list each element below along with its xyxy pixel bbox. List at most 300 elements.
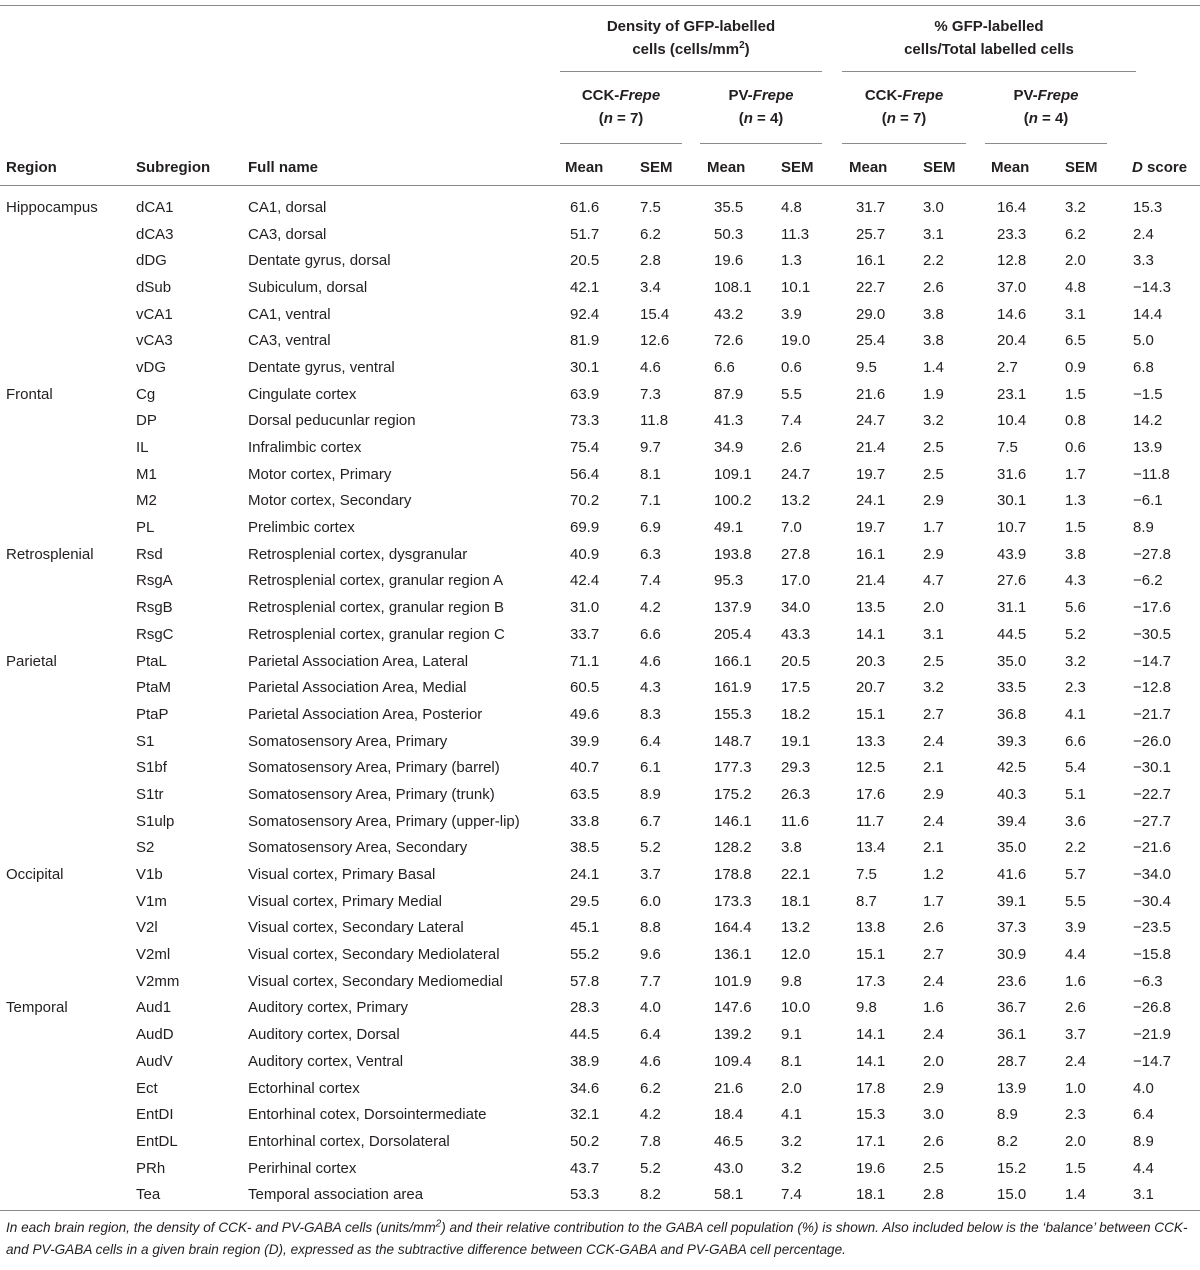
cell-subregion: vDG xyxy=(136,358,166,376)
col-header-sem: SEM xyxy=(1065,159,1098,176)
table-row xyxy=(0,861,1200,888)
cell-cck-percent-mean: 14.1 xyxy=(856,1026,886,1044)
cell-d-score: −27.7 xyxy=(1133,812,1171,830)
cell-cck-percent-mean: 24.1 xyxy=(856,492,886,510)
cell-pv-density-sem: 19.0 xyxy=(781,332,811,350)
cell-cck-density-sem: 15.4 xyxy=(640,305,670,323)
cell-full-name: Auditory cortex, Ventral xyxy=(248,1052,404,1070)
bottom-rule xyxy=(0,1210,1200,1211)
cell-subregion: Tea xyxy=(136,1186,161,1204)
cell-subregion: V1b xyxy=(136,866,163,884)
cell-region xyxy=(0,941,136,968)
cell-cck-percent-mean: 21.4 xyxy=(856,439,886,457)
cell-cck-percent-mean: 21.6 xyxy=(856,385,886,403)
cell-pv-density-mean: 193.8 xyxy=(714,545,752,563)
cell-pv-density-sem: 7.4 xyxy=(781,412,802,430)
cell-pv-density-mean: 136.1 xyxy=(714,946,752,964)
cell-region xyxy=(0,1128,136,1155)
cell-subregion: V2mm xyxy=(136,972,180,990)
cell-subregion: dSub xyxy=(136,278,172,296)
cell-pv-percent-sem: 1.5 xyxy=(1065,1159,1086,1177)
cell-pv-percent-mean: 37.0 xyxy=(997,278,1027,296)
cell-d-score: 8.9 xyxy=(1133,519,1154,537)
cell-cck-density-mean: 63.5 xyxy=(570,785,600,803)
cell-region xyxy=(0,488,136,515)
cell-subregion: AudD xyxy=(136,1026,174,1044)
cell-d-score: −17.6 xyxy=(1133,599,1171,617)
cell-cck-density-sem: 12.6 xyxy=(640,332,670,350)
cell-pv-percent-mean: 8.9 xyxy=(997,1106,1018,1124)
cell-d-score: 14.2 xyxy=(1133,412,1163,430)
cell-subregion: Ect xyxy=(136,1079,158,1097)
cell-pv-percent-sem: 5.1 xyxy=(1065,785,1086,803)
cell-cck-density-sem: 6.1 xyxy=(640,759,661,777)
cell-full-name: Prelimbic cortex xyxy=(248,519,355,537)
cell-cck-percent-mean: 15.1 xyxy=(856,946,886,964)
cell-pv-percent-mean: 27.6 xyxy=(997,572,1027,590)
cell-cck-percent-mean: 17.1 xyxy=(856,1132,886,1150)
cell-region xyxy=(0,728,136,755)
table-row xyxy=(0,781,1200,808)
subheader-cck-density: CCK-Frepe (n = 7) xyxy=(581,87,661,127)
cell-pv-percent-mean: 16.4 xyxy=(997,198,1027,216)
table-row xyxy=(0,1155,1200,1182)
cell-d-score: 5.0 xyxy=(1133,332,1154,350)
cell-cck-density-mean: 40.7 xyxy=(570,759,600,777)
cell-cck-density-mean: 51.7 xyxy=(570,225,600,243)
table-row xyxy=(0,1128,1200,1155)
cell-pv-density-sem: 13.2 xyxy=(781,492,811,510)
cell-pv-percent-sem: 6.5 xyxy=(1065,332,1086,350)
cell-cck-percent-sem: 1.7 xyxy=(923,892,944,910)
cell-cck-percent-sem: 3.2 xyxy=(923,679,944,697)
cell-pv-percent-mean: 30.9 xyxy=(997,946,1027,964)
cell-subregion: EntDI xyxy=(136,1106,174,1124)
cck-percent-rule xyxy=(842,143,966,144)
cell-cck-percent-sem: 2.7 xyxy=(923,946,944,964)
cell-region xyxy=(0,1048,136,1075)
cell-subregion: IL xyxy=(136,439,149,457)
table-row xyxy=(0,968,1200,995)
cell-region xyxy=(0,835,136,862)
cell-cck-density-sem: 7.4 xyxy=(640,572,661,590)
cell-d-score: −22.7 xyxy=(1133,785,1171,803)
cell-cck-density-sem: 9.7 xyxy=(640,439,661,457)
cell-cck-percent-mean: 20.7 xyxy=(856,679,886,697)
cell-full-name: Somatosensory Area, Secondary xyxy=(248,839,468,857)
col-header-sem: SEM xyxy=(640,159,673,176)
cell-cck-density-mean: 38.5 xyxy=(570,839,600,857)
cell-pv-percent-sem: 1.5 xyxy=(1065,519,1086,537)
cell-subregion: AudV xyxy=(136,1052,173,1070)
cell-subregion: S2 xyxy=(136,839,155,857)
cell-pv-density-mean: 155.3 xyxy=(714,705,752,723)
cell-cck-percent-sem: 2.4 xyxy=(923,972,944,990)
cell-cck-percent-mean: 20.3 xyxy=(856,652,886,670)
cell-cck-density-sem: 6.2 xyxy=(640,225,661,243)
table-row xyxy=(0,915,1200,942)
cell-subregion: M1 xyxy=(136,465,157,483)
cell-region xyxy=(0,1101,136,1128)
cell-d-score: 3.3 xyxy=(1133,252,1154,270)
cell-d-score: 6.8 xyxy=(1133,358,1154,376)
cell-cck-density-mean: 34.6 xyxy=(570,1079,600,1097)
cell-subregion: PtaM xyxy=(136,679,172,697)
cell-cck-percent-sem: 2.5 xyxy=(923,1159,944,1177)
cell-cck-density-sem: 7.8 xyxy=(640,1132,661,1150)
cell-region xyxy=(0,808,136,835)
cell-subregion: S1ulp xyxy=(136,812,175,830)
cell-pv-percent-mean: 2.7 xyxy=(997,358,1018,376)
cell-cck-percent-mean: 13.4 xyxy=(856,839,886,857)
cell-cck-percent-sem: 2.5 xyxy=(923,465,944,483)
cell-pv-density-mean: 101.9 xyxy=(714,972,752,990)
cell-subregion: vCA3 xyxy=(136,332,173,350)
cell-cck-percent-sem: 2.8 xyxy=(923,1186,944,1204)
cell-cck-percent-sem: 2.7 xyxy=(923,705,944,723)
cell-d-score: 4.4 xyxy=(1133,1159,1154,1177)
table-row xyxy=(0,701,1200,728)
cell-cck-percent-mean: 31.7 xyxy=(856,198,886,216)
cell-pv-percent-sem: 0.6 xyxy=(1065,439,1086,457)
cell-pv-percent-sem: 2.4 xyxy=(1065,1052,1086,1070)
cell-full-name: Entorhinal cotex, Dorsointermediate xyxy=(248,1106,487,1124)
cell-pv-percent-sem: 4.4 xyxy=(1065,946,1086,964)
col-header-mean: Mean xyxy=(991,159,1030,176)
cell-pv-percent-mean: 41.6 xyxy=(997,866,1027,884)
cell-d-score: −26.0 xyxy=(1133,732,1171,750)
cell-pv-percent-sem: 2.0 xyxy=(1065,252,1086,270)
cell-pv-density-sem: 22.1 xyxy=(781,866,811,884)
cell-cck-density-mean: 61.6 xyxy=(570,198,600,216)
cell-region xyxy=(0,247,136,274)
cell-full-name: Ectorhinal cortex xyxy=(248,1079,360,1097)
cell-full-name: Parietal Association Area, Lateral xyxy=(248,652,469,670)
cell-d-score: 4.0 xyxy=(1133,1079,1154,1097)
cell-pv-percent-sem: 3.7 xyxy=(1065,1026,1086,1044)
cell-cck-density-mean: 30.1 xyxy=(570,358,600,376)
cell-cck-percent-mean: 19.6 xyxy=(856,1159,886,1177)
cell-cck-density-sem: 8.1 xyxy=(640,465,661,483)
cell-pv-percent-mean: 40.3 xyxy=(997,785,1027,803)
cell-pv-density-sem: 3.9 xyxy=(781,305,802,323)
cell-pv-percent-sem: 5.2 xyxy=(1065,625,1086,643)
cell-cck-density-sem: 8.9 xyxy=(640,785,661,803)
cell-full-name: Perirhinal cortex xyxy=(248,1159,357,1177)
cell-pv-percent-sem: 2.0 xyxy=(1065,1132,1086,1150)
cell-full-name: Auditory cortex, Primary xyxy=(248,999,409,1017)
cell-region xyxy=(0,568,136,595)
cell-pv-percent-mean: 31.6 xyxy=(997,465,1027,483)
cell-pv-density-sem: 18.2 xyxy=(781,705,811,723)
cell-pv-density-sem: 7.4 xyxy=(781,1186,802,1204)
cell-pv-percent-sem: 2.2 xyxy=(1065,839,1086,857)
cell-region xyxy=(0,888,136,915)
cell-pv-density-sem: 11.6 xyxy=(781,812,810,830)
cell-pv-percent-mean: 39.1 xyxy=(997,892,1027,910)
cell-cck-density-sem: 4.2 xyxy=(640,599,661,617)
cell-cck-percent-mean: 9.8 xyxy=(856,999,877,1017)
cell-pv-density-mean: 137.9 xyxy=(714,599,752,617)
cell-full-name: Visual cortex, Primary Medial xyxy=(248,892,442,910)
cell-pv-percent-sem: 3.2 xyxy=(1065,652,1086,670)
cell-pv-density-mean: 109.1 xyxy=(714,465,752,483)
cell-subregion: RsgC xyxy=(136,625,174,643)
cell-region xyxy=(0,1075,136,1102)
cell-pv-density-mean: 34.9 xyxy=(714,439,744,457)
cell-pv-density-mean: 87.9 xyxy=(714,385,744,403)
cell-pv-percent-sem: 4.3 xyxy=(1065,572,1086,590)
cell-full-name: Auditory cortex, Dorsal xyxy=(248,1026,400,1044)
cell-full-name: Subiculum, dorsal xyxy=(248,278,368,296)
table-row xyxy=(0,541,1200,568)
cell-subregion: Rsd xyxy=(136,545,163,563)
cell-subregion: Cg xyxy=(136,385,156,403)
cell-cck-density-mean: 29.5 xyxy=(570,892,600,910)
cell-pv-density-sem: 18.1 xyxy=(781,892,811,910)
percent-header-line1: % GFP-labelled xyxy=(934,18,1044,35)
cell-subregion: V1m xyxy=(136,892,167,910)
cell-pv-density-mean: 43.2 xyxy=(714,305,744,323)
table-row xyxy=(0,648,1200,675)
cell-region xyxy=(0,1155,136,1182)
cell-cck-percent-sem: 3.1 xyxy=(923,625,944,643)
cell-cck-density-sem: 6.3 xyxy=(640,545,661,563)
cell-cck-density-mean: 50.2 xyxy=(570,1132,600,1150)
cell-region xyxy=(0,408,136,435)
cell-subregion: PL xyxy=(136,519,155,537)
col-header-mean: Mean xyxy=(849,159,888,176)
cell-cck-density-mean: 40.9 xyxy=(570,545,600,563)
cell-pv-density-sem: 3.2 xyxy=(781,1159,802,1177)
cell-cck-percent-mean: 8.7 xyxy=(856,892,877,910)
col-header-mean: Mean xyxy=(565,159,604,176)
table-row xyxy=(0,514,1200,541)
cell-full-name: CA1, dorsal xyxy=(248,198,327,216)
cell-cck-percent-mean: 22.7 xyxy=(856,278,886,296)
col-header-d-score: D score xyxy=(1132,159,1188,176)
cell-cck-density-sem: 8.8 xyxy=(640,919,661,937)
cell-pv-density-sem: 5.5 xyxy=(781,385,802,403)
cell-region xyxy=(0,701,136,728)
cell-cck-density-mean: 39.9 xyxy=(570,732,600,750)
cell-pv-density-mean: 161.9 xyxy=(714,679,752,697)
cell-region xyxy=(0,621,136,648)
cell-pv-density-mean: 6.6 xyxy=(714,358,735,376)
cell-cck-percent-mean: 17.6 xyxy=(856,785,886,803)
cell-d-score: −21.9 xyxy=(1133,1026,1171,1044)
table-row xyxy=(0,354,1200,381)
cell-d-score: 13.9 xyxy=(1133,439,1163,457)
cell-region xyxy=(0,968,136,995)
table-row xyxy=(0,1021,1200,1048)
cell-cck-percent-mean: 17.3 xyxy=(856,972,886,990)
cell-cck-percent-sem: 2.9 xyxy=(923,1079,944,1097)
cell-cck-percent-sem: 2.1 xyxy=(923,839,944,857)
cell-d-score: −23.5 xyxy=(1133,919,1171,937)
table-row xyxy=(0,1181,1200,1208)
cell-pv-percent-sem: 3.8 xyxy=(1065,545,1086,563)
cell-pv-percent-mean: 23.3 xyxy=(997,225,1027,243)
cell-cck-density-mean: 75.4 xyxy=(570,439,600,457)
table-row xyxy=(0,221,1200,248)
cell-cck-density-mean: 20.5 xyxy=(570,252,600,270)
table-row xyxy=(0,941,1200,968)
cell-cck-density-sem: 4.6 xyxy=(640,652,661,670)
table-row xyxy=(0,674,1200,701)
cell-pv-density-mean: 166.1 xyxy=(714,652,752,670)
table-row xyxy=(0,568,1200,595)
table-row xyxy=(0,488,1200,515)
cell-pv-percent-mean: 44.5 xyxy=(997,625,1027,643)
cell-pv-density-sem: 10.1 xyxy=(781,278,811,296)
subheader-pv-density: PV-Frepe (n = 4) xyxy=(728,87,794,127)
cell-cck-density-sem: 2.8 xyxy=(640,252,661,270)
cell-d-score: −27.8 xyxy=(1133,545,1171,563)
cell-cck-percent-sem: 2.5 xyxy=(923,439,944,457)
cell-cck-percent-sem: 1.2 xyxy=(923,866,944,884)
cell-subregion: dDG xyxy=(136,252,167,270)
density-group-rule xyxy=(560,71,822,72)
cell-full-name: Visual cortex, Secondary Lateral xyxy=(248,919,464,937)
cell-pv-percent-mean: 14.6 xyxy=(997,305,1027,323)
cell-cck-density-sem: 6.4 xyxy=(640,1026,661,1044)
cell-pv-density-sem: 20.5 xyxy=(781,652,811,670)
cell-full-name: Retrosplenial cortex, granular region B xyxy=(248,599,504,617)
cell-pv-density-sem: 4.8 xyxy=(781,198,802,216)
cell-full-name: Temporal association area xyxy=(248,1186,424,1204)
cell-cck-percent-sem: 2.0 xyxy=(923,1052,944,1070)
cell-cck-percent-mean: 15.1 xyxy=(856,705,886,723)
cell-cck-density-sem: 8.3 xyxy=(640,705,661,723)
cell-pv-density-sem: 2.0 xyxy=(781,1079,802,1097)
table-row xyxy=(0,888,1200,915)
cell-pv-density-mean: 175.2 xyxy=(714,785,752,803)
data-table xyxy=(0,194,1200,1208)
cell-full-name: CA3, dorsal xyxy=(248,225,327,243)
cell-cck-percent-sem: 4.7 xyxy=(923,572,944,590)
cell-cck-density-mean: 56.4 xyxy=(570,465,600,483)
cell-cck-density-mean: 49.6 xyxy=(570,705,600,723)
cell-pv-density-mean: 19.6 xyxy=(714,252,744,270)
cell-region xyxy=(0,754,136,781)
cell-cck-percent-mean: 14.1 xyxy=(856,625,886,643)
cell-subregion: PRh xyxy=(136,1159,166,1177)
cell-full-name: Parietal Association Area, Medial xyxy=(248,679,467,697)
cell-pv-density-sem: 9.1 xyxy=(781,1026,802,1044)
cell-region xyxy=(0,301,136,328)
cell-cck-density-mean: 31.0 xyxy=(570,599,600,617)
cell-region xyxy=(0,915,136,942)
cell-d-score: −26.8 xyxy=(1133,999,1171,1017)
cell-cck-density-mean: 73.3 xyxy=(570,412,600,430)
cell-cck-density-mean: 33.8 xyxy=(570,812,600,830)
cell-cck-percent-sem: 2.0 xyxy=(923,599,944,617)
cell-pv-percent-mean: 10.7 xyxy=(997,519,1027,537)
density-header-line2: cells $(cells/mm^2)$ xyxy=(632,40,750,58)
cell-pv-density-sem: 27.8 xyxy=(781,545,811,563)
cell-pv-percent-mean: 15.2 xyxy=(997,1159,1027,1177)
cell-region: Parietal xyxy=(6,652,57,670)
cell-subregion: PtaL xyxy=(136,652,167,670)
cell-full-name: Retrosplenial cortex, dysgranular xyxy=(248,545,468,563)
cell-d-score: −34.0 xyxy=(1133,866,1171,884)
cell-pv-density-sem: 19.1 xyxy=(781,732,811,750)
cell-pv-density-sem: 43.3 xyxy=(781,625,811,643)
cell-d-score: −11.8 xyxy=(1133,465,1170,483)
cell-pv-percent-sem: 3.6 xyxy=(1065,812,1086,830)
cell-region xyxy=(0,1181,136,1208)
cell-cck-percent-mean: 9.5 xyxy=(856,358,877,376)
cell-cck-percent-sem: 3.0 xyxy=(923,1106,944,1124)
table-row xyxy=(0,461,1200,488)
cell-full-name: Somatosensory Area, Primary (trunk) xyxy=(248,785,495,803)
cell-pv-density-sem: 17.5 xyxy=(781,679,811,697)
cell-cck-percent-sem: 1.7 xyxy=(923,519,944,537)
cell-cck-density-mean: 45.1 xyxy=(570,919,600,937)
cell-cck-percent-sem: 3.2 xyxy=(923,412,944,430)
cell-pv-density-mean: 173.3 xyxy=(714,892,752,910)
cell-cck-percent-sem: 3.1 xyxy=(923,225,944,243)
cell-pv-percent-sem: 2.3 xyxy=(1065,1106,1086,1124)
table-row xyxy=(0,408,1200,435)
cell-cck-density-sem: 6.9 xyxy=(640,519,661,537)
cell-region xyxy=(0,274,136,301)
cell-pv-percent-mean: 12.8 xyxy=(997,252,1027,270)
cell-pv-density-mean: 178.8 xyxy=(714,866,752,884)
cell-cck-percent-mean: 19.7 xyxy=(856,519,886,537)
cell-pv-percent-mean: 37.3 xyxy=(997,919,1027,937)
cell-cck-percent-mean: 14.1 xyxy=(856,1052,886,1070)
cell-pv-density-sem: 3.2 xyxy=(781,1132,802,1150)
cell-cck-density-sem: 5.2 xyxy=(640,839,661,857)
col-header-region: Region xyxy=(6,159,57,176)
cell-pv-density-mean: 100.2 xyxy=(714,492,752,510)
cell-pv-percent-mean: 8.2 xyxy=(997,1132,1018,1150)
cell-cck-percent-mean: 29.0 xyxy=(856,305,886,323)
top-rule xyxy=(0,5,1200,6)
cell-pv-density-mean: 46.5 xyxy=(714,1132,744,1150)
cell-pv-percent-sem: 1.5 xyxy=(1065,385,1086,403)
cell-d-score: −12.8 xyxy=(1133,679,1171,697)
table-row xyxy=(0,1048,1200,1075)
cell-pv-density-mean: 41.3 xyxy=(714,412,744,430)
cell-cck-density-mean: 28.3 xyxy=(570,999,600,1017)
cell-pv-density-sem: 12.0 xyxy=(781,946,811,964)
cell-pv-percent-sem: 6.2 xyxy=(1065,225,1086,243)
cell-pv-percent-sem: 3.9 xyxy=(1065,919,1086,937)
cell-pv-density-mean: 146.1 xyxy=(714,812,752,830)
cell-pv-percent-sem: 1.0 xyxy=(1065,1079,1086,1097)
cell-full-name: CA3, ventral xyxy=(248,332,331,350)
cell-pv-density-mean: 72.6 xyxy=(714,332,744,350)
table-row xyxy=(0,1075,1200,1102)
cell-cck-percent-mean: 13.5 xyxy=(856,599,886,617)
cell-pv-percent-sem: 3.1 xyxy=(1065,305,1086,323)
cell-cck-density-mean: 55.2 xyxy=(570,946,600,964)
cell-pv-density-sem: 3.8 xyxy=(781,839,802,857)
cell-full-name: Visual cortex, Secondary Mediolateral xyxy=(248,946,500,964)
percent-group-header xyxy=(842,15,1136,61)
cell-pv-percent-sem: 5.5 xyxy=(1065,892,1086,910)
percent-group-rule xyxy=(842,71,1136,72)
cell-cck-density-mean: 24.1 xyxy=(570,866,600,884)
table-row xyxy=(0,594,1200,621)
cell-cck-percent-sem: 2.6 xyxy=(923,919,944,937)
cell-d-score: −14.3 xyxy=(1133,278,1171,296)
cell-region xyxy=(0,354,136,381)
cell-pv-density-mean: 43.0 xyxy=(714,1159,744,1177)
